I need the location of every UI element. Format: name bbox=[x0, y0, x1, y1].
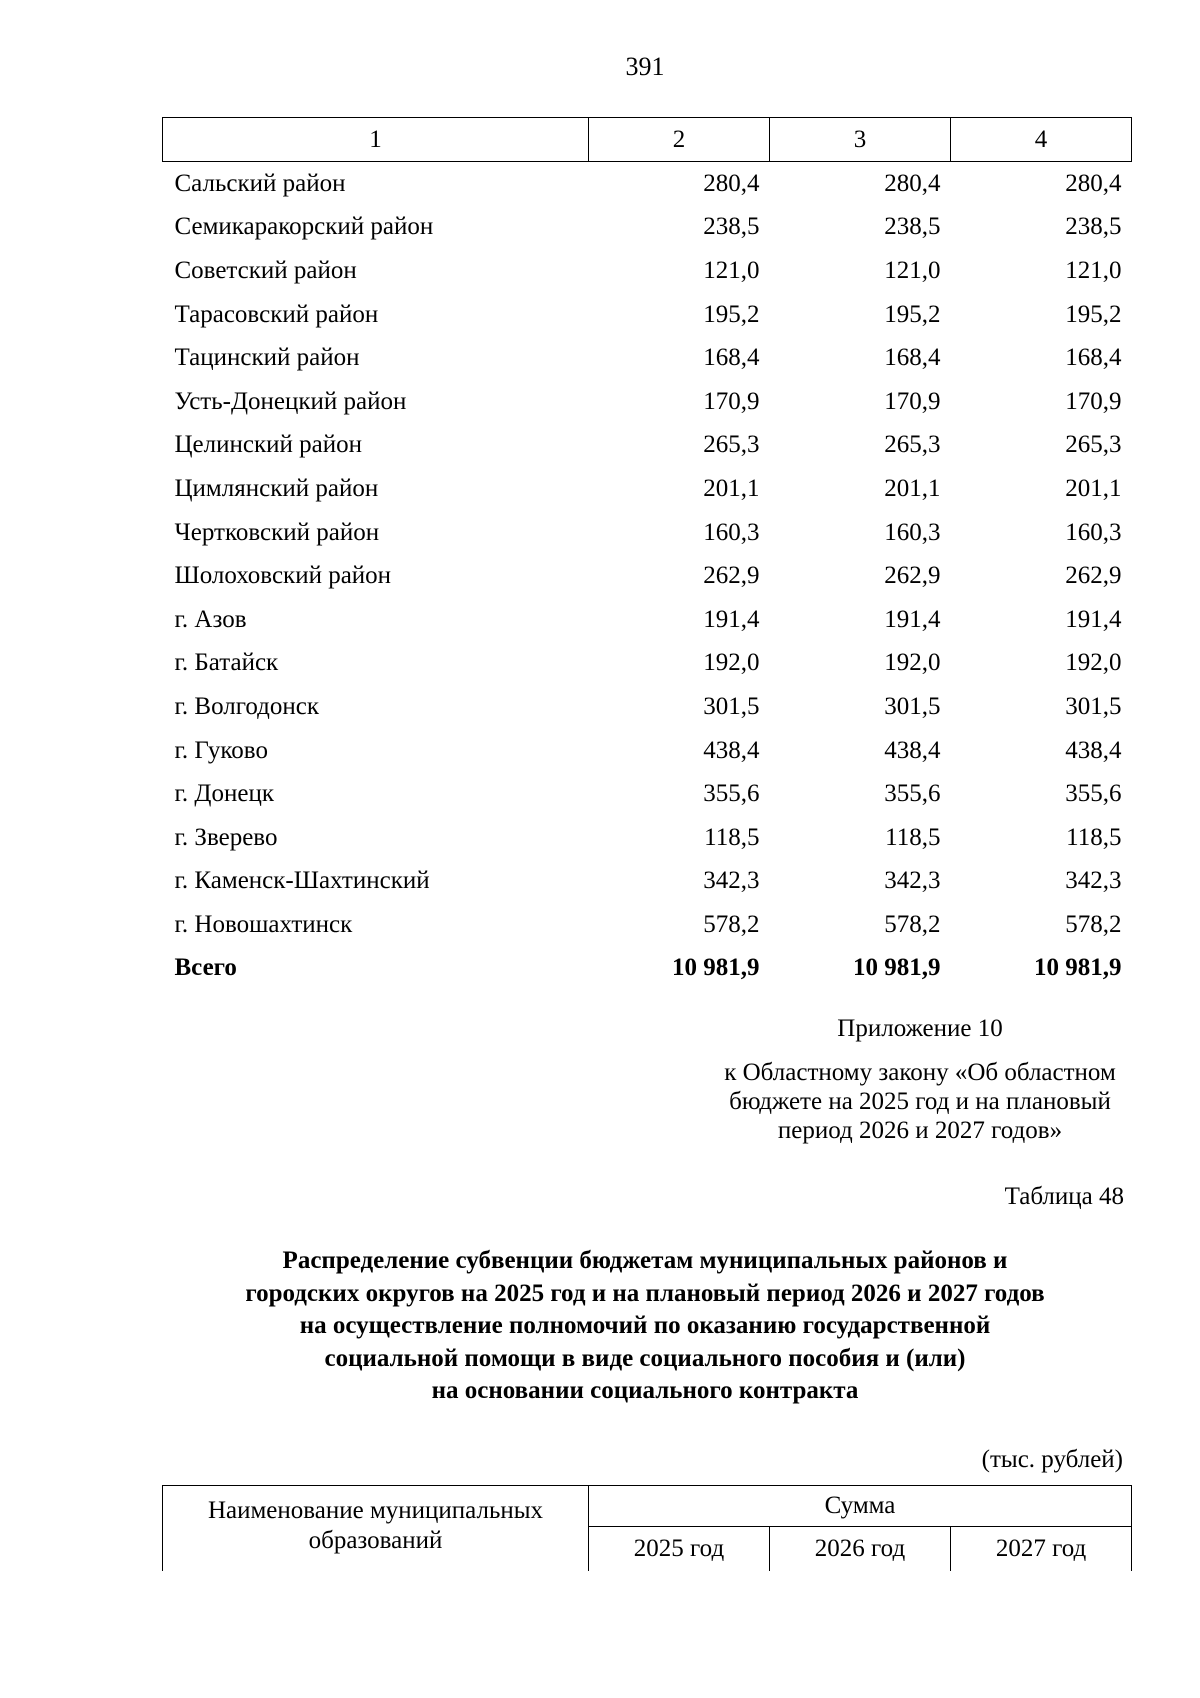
value-2027-cell: 438,4 bbox=[1065, 736, 1122, 764]
value-2025-cell: 121,0 bbox=[703, 256, 760, 284]
value-2027-cell: 121,0 bbox=[1065, 256, 1122, 284]
value-2027-cell: 191,4 bbox=[1065, 605, 1122, 633]
value-2025-cell: 262,9 bbox=[703, 562, 760, 590]
municipality-name-cell: Цимлянский район bbox=[174, 474, 379, 502]
column-number-header-row bbox=[163, 118, 1132, 162]
appendix-reference bbox=[600, 1058, 1200, 1145]
page-number: 391 bbox=[625, 52, 665, 81]
value-2027-cell: 10 981,9 bbox=[1034, 954, 1122, 982]
units-label: (тыс. рублей) bbox=[981, 1446, 1123, 1473]
municipality-name-cell: г. Зверево bbox=[174, 823, 278, 851]
value-2026-cell: 192,0 bbox=[884, 649, 941, 677]
value-2026-cell: 121,0 bbox=[884, 256, 941, 284]
sum-header: Сумма bbox=[589, 1486, 1132, 1527]
municipality-name-cell: г. Каменск-Шахтинский bbox=[174, 867, 430, 895]
document-title bbox=[140, 1245, 1150, 1408]
table-row bbox=[163, 772, 1132, 816]
table-row bbox=[163, 598, 1132, 642]
table-row bbox=[163, 249, 1132, 293]
table-row bbox=[163, 380, 1132, 424]
header-row-top bbox=[163, 1486, 1132, 1527]
value-2025-cell: 265,3 bbox=[703, 431, 760, 459]
table-row bbox=[163, 467, 1132, 511]
municipality-name-cell: Советский район bbox=[174, 256, 357, 284]
value-2026-cell: 438,4 bbox=[884, 736, 941, 764]
value-2026-cell: 201,1 bbox=[884, 474, 941, 502]
column-number-3: 3 bbox=[770, 118, 951, 162]
value-2026-cell: 262,9 bbox=[884, 562, 941, 590]
value-2025-cell: 10 981,9 bbox=[672, 954, 760, 982]
table-row bbox=[163, 336, 1132, 380]
municipality-name-cell: Усть-Донецкий район bbox=[174, 387, 407, 415]
value-2027-cell: 262,9 bbox=[1065, 562, 1122, 590]
value-2026-cell: 578,2 bbox=[884, 910, 941, 938]
value-2025-cell: 118,5 bbox=[704, 823, 760, 851]
table-row bbox=[163, 162, 1132, 206]
table-row bbox=[163, 293, 1132, 337]
value-2025-cell: 578,2 bbox=[703, 910, 760, 938]
table-row bbox=[163, 424, 1132, 468]
value-2026-cell: 191,4 bbox=[884, 605, 941, 633]
year-header-2027: 2027 год bbox=[951, 1527, 1132, 1572]
value-2027-cell: 355,6 bbox=[1065, 780, 1122, 808]
column-number-4: 4 bbox=[951, 118, 1132, 162]
value-2026-cell: 195,2 bbox=[884, 300, 941, 328]
table-row bbox=[163, 511, 1132, 555]
table-row bbox=[163, 554, 1132, 598]
value-2025-cell: 170,9 bbox=[703, 387, 760, 415]
value-2025-cell: 280,4 bbox=[703, 169, 760, 197]
title-line: Распределение субвенции бюджетам муниципальных районов и bbox=[282, 1247, 1008, 1274]
municipality-name-cell: г. Новошахтинск bbox=[174, 910, 353, 938]
table-row bbox=[163, 642, 1132, 686]
appendix-line: период 2026 и 2027 годов» bbox=[777, 1117, 1063, 1144]
table-row bbox=[163, 206, 1132, 250]
year-header-2026: 2026 год bbox=[770, 1527, 951, 1572]
appendix-line: бюджете на 2025 год и на плановый bbox=[729, 1088, 1111, 1115]
value-2026-cell: 168,4 bbox=[884, 344, 941, 372]
title-line: на осуществление полномочий по оказанию государственной bbox=[299, 1312, 991, 1339]
value-2025-cell: 191,4 bbox=[703, 605, 760, 633]
subvention-table-header bbox=[162, 1485, 1132, 1571]
subvention-table-continuation bbox=[162, 117, 1132, 990]
value-2027-cell: 280,4 bbox=[1065, 169, 1122, 197]
value-2026-cell: 342,3 bbox=[884, 867, 941, 895]
appendix-title: Приложение 10 bbox=[837, 1015, 1003, 1042]
header-line: Наименование муниципальных bbox=[207, 1497, 544, 1524]
value-2027-cell: 168,4 bbox=[1065, 344, 1122, 372]
table-row bbox=[163, 903, 1132, 947]
value-2025-cell: 301,5 bbox=[703, 692, 760, 720]
table-row bbox=[163, 729, 1132, 773]
value-2025-cell: 238,5 bbox=[703, 213, 760, 241]
municipality-name-cell: Целинский район bbox=[174, 431, 362, 459]
municipality-name-cell: г. Батайск bbox=[174, 649, 279, 677]
value-2027-cell: 170,9 bbox=[1065, 387, 1122, 415]
municipality-name-cell: Тацинский район bbox=[174, 344, 360, 372]
value-2027-cell: 265,3 bbox=[1065, 431, 1122, 459]
year-header-2025: 2025 год bbox=[589, 1527, 770, 1572]
header-line: образований bbox=[308, 1527, 443, 1554]
value-2025-cell: 201,1 bbox=[703, 474, 760, 502]
value-2026-cell: 170,9 bbox=[884, 387, 941, 415]
municipality-name-cell: Семикаракорский район bbox=[174, 213, 434, 241]
value-2026-cell: 160,3 bbox=[884, 518, 941, 546]
value-2027-cell: 301,5 bbox=[1065, 692, 1122, 720]
value-2025-cell: 355,6 bbox=[703, 780, 760, 808]
value-2027-cell: 192,0 bbox=[1065, 649, 1122, 677]
table-number: Таблица 48 bbox=[1004, 1183, 1124, 1210]
value-2027-cell: 201,1 bbox=[1065, 474, 1122, 502]
value-2026-cell: 10 981,9 bbox=[853, 954, 941, 982]
value-2025-cell: 168,4 bbox=[703, 344, 760, 372]
value-2026-cell: 265,3 bbox=[884, 431, 941, 459]
table-row bbox=[163, 860, 1132, 904]
title-line: социальной помощи в виде социального пособия и (или) bbox=[324, 1344, 966, 1372]
value-2025-cell: 195,2 bbox=[703, 300, 760, 328]
value-2025-cell: 438,4 bbox=[703, 736, 760, 764]
value-2025-cell: 160,3 bbox=[703, 518, 760, 546]
value-2026-cell: 301,5 bbox=[884, 692, 941, 720]
title-line: городских округов на 2025 год и на плановый период 2026 и 2027 годов bbox=[245, 1279, 1045, 1307]
municipality-name-cell: г. Донецк bbox=[174, 780, 274, 808]
value-2026-cell: 355,6 bbox=[884, 780, 941, 808]
value-2027-cell: 238,5 bbox=[1065, 213, 1122, 241]
municipality-name-cell: Чертковский район bbox=[174, 518, 380, 546]
table-row bbox=[163, 685, 1132, 729]
value-2027-cell: 195,2 bbox=[1065, 300, 1122, 328]
table-row bbox=[163, 816, 1132, 860]
appendix-line: к Областному закону «Об областном bbox=[724, 1059, 1116, 1086]
value-2027-cell: 118,5 bbox=[1066, 823, 1122, 851]
municipality-name-cell: г. Гуково bbox=[174, 736, 268, 764]
municipality-name-cell: г. Азов bbox=[174, 605, 247, 633]
value-2026-cell: 118,5 bbox=[885, 823, 941, 851]
value-2025-cell: 342,3 bbox=[703, 867, 760, 895]
municipality-name-header bbox=[163, 1486, 589, 1572]
column-number-2: 2 bbox=[589, 118, 770, 162]
column-number-1: 1 bbox=[163, 118, 589, 162]
value-2026-cell: 238,5 bbox=[884, 213, 941, 241]
value-2027-cell: 160,3 bbox=[1065, 518, 1122, 546]
municipality-name-cell: г. Волгодонск bbox=[174, 692, 320, 720]
value-2027-cell: 578,2 bbox=[1065, 910, 1122, 938]
municipality-name-cell: Шолоховский район bbox=[174, 562, 392, 590]
municipality-name-cell: Тарасовский район bbox=[174, 300, 379, 328]
total-row bbox=[163, 947, 1132, 991]
value-2025-cell: 192,0 bbox=[703, 649, 760, 677]
municipality-name-cell: Сальский район bbox=[174, 169, 346, 197]
title-line: на основании социального контракта bbox=[431, 1377, 859, 1404]
municipality-name-cell: Всего bbox=[174, 954, 237, 982]
value-2027-cell: 342,3 bbox=[1065, 867, 1122, 895]
value-2026-cell: 280,4 bbox=[884, 169, 941, 197]
